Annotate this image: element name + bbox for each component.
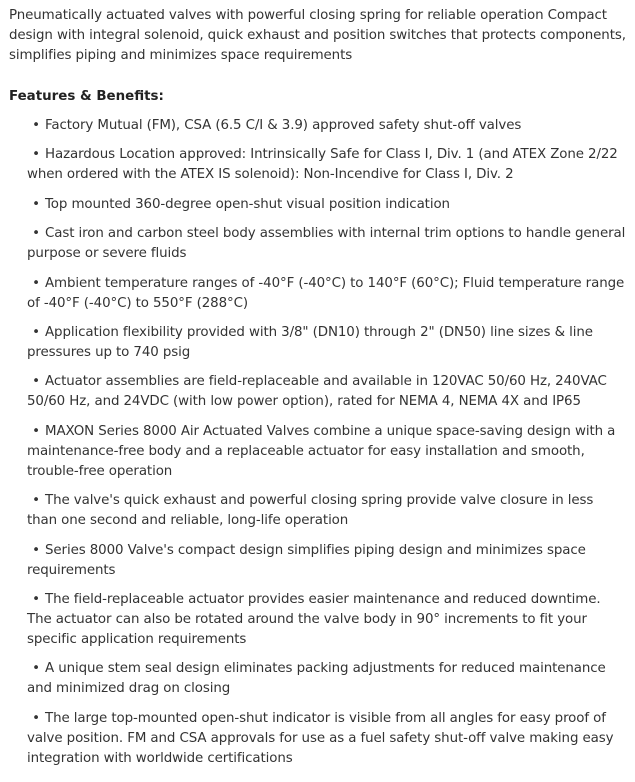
bullet-icon: • xyxy=(32,493,40,509)
feature-text: Hazardous Location approved: Intrinsically Safe for Class I, Div. 1 (and ATEX Zone 2/22 when ordered with the ATEX IS solenoid): Non-Incendive for Class I, Div. 2 xyxy=(27,147,618,183)
bullet-icon: • xyxy=(32,374,40,390)
feature-item xyxy=(27,195,627,215)
bullet-icon: • xyxy=(32,147,40,163)
features-list xyxy=(9,116,627,769)
feature-text: Cast iron and carbon steel body assemblies with internal trim options to handle general purpose or severe fluids xyxy=(27,226,626,262)
feature-text: Actuator assemblies are field-replaceable and available in 120VAC 50/60 Hz, 240VAC 50/60 Hz, and 24VDC (with low power option), rated for NEMA 4, NEMA 4X and IP65 xyxy=(27,374,607,410)
bullet-icon: • xyxy=(32,591,40,607)
bullet-icon: • xyxy=(32,710,40,726)
feature-text: The large top-mounted open-shut indicator is visible from all angles for easy proof of valve position. FM and CSA approvals for use as a fuel safety shut-off valve making easy integration with worldwide certifications xyxy=(27,710,614,766)
bullet-icon: • xyxy=(32,324,40,340)
bullet-icon: • xyxy=(32,661,40,677)
bullet-icon: • xyxy=(32,196,40,212)
intro-paragraph: Pneumatically actuated valves with powerful closing spring for reliable operation Compact design with integral solenoid, quick exhaust and position switches that protects components, simplifies piping and minimizes space requirements xyxy=(9,8,626,63)
feature-item xyxy=(27,659,627,699)
feature-text: Factory Mutual (FM), CSA (6.5 C/I & 3.9) approved safety shut-off valves xyxy=(45,118,522,133)
feature-text: The field-replaceable actuator provides easier maintenance and reduced downtime. The actuator can also be rotated around the valve body in 90° increments to fit your specific application requirements xyxy=(27,591,601,647)
feature-item xyxy=(27,541,627,581)
feature-item xyxy=(27,491,627,531)
feature-text: Ambient temperature ranges of -40°F (-40°C) to 140°F (60°C); Fluid temperature range of -40°F (-40°C) to 550°F (288°C) xyxy=(27,275,625,311)
bullet-icon: • xyxy=(32,423,40,439)
bullet-icon: • xyxy=(32,542,40,558)
feature-text: A unique stem seal design eliminates packing adjustments for reduced maintenance and minimized drag on closing xyxy=(27,661,606,697)
feature-text: The valve's quick exhaust and powerful closing spring provide valve closure in less than one second and reliable, long-life operation xyxy=(27,493,594,529)
feature-text: MAXON Series 8000 Air Actuated Valves combine a unique space-saving design with a maintenance-free body and a replaceable actuator for easy installation and smooth, trouble-free operation xyxy=(27,423,616,479)
feature-item xyxy=(27,145,627,185)
feature-item xyxy=(27,224,627,264)
feature-item xyxy=(27,709,627,769)
bullet-icon: • xyxy=(32,275,40,291)
feature-item xyxy=(27,274,627,314)
feature-text: Series 8000 Valve's compact design simplifies piping design and minimizes space requirements xyxy=(27,542,586,578)
bullet-icon: • xyxy=(32,226,40,242)
feature-item xyxy=(27,116,627,136)
feature-text: Top mounted 360-degree open-shut visual position indication xyxy=(45,196,450,212)
feature-text: Application flexibility provided with 3/8" (DN10) through 2" (DN50) line sizes & line pressures up to 740 psig xyxy=(27,324,593,360)
feature-item xyxy=(27,422,627,482)
feature-item xyxy=(27,323,627,363)
feature-item xyxy=(27,590,627,650)
features-heading: Features & Benefits: xyxy=(9,89,164,104)
bullet-icon: • xyxy=(32,118,40,133)
feature-item xyxy=(27,372,627,412)
